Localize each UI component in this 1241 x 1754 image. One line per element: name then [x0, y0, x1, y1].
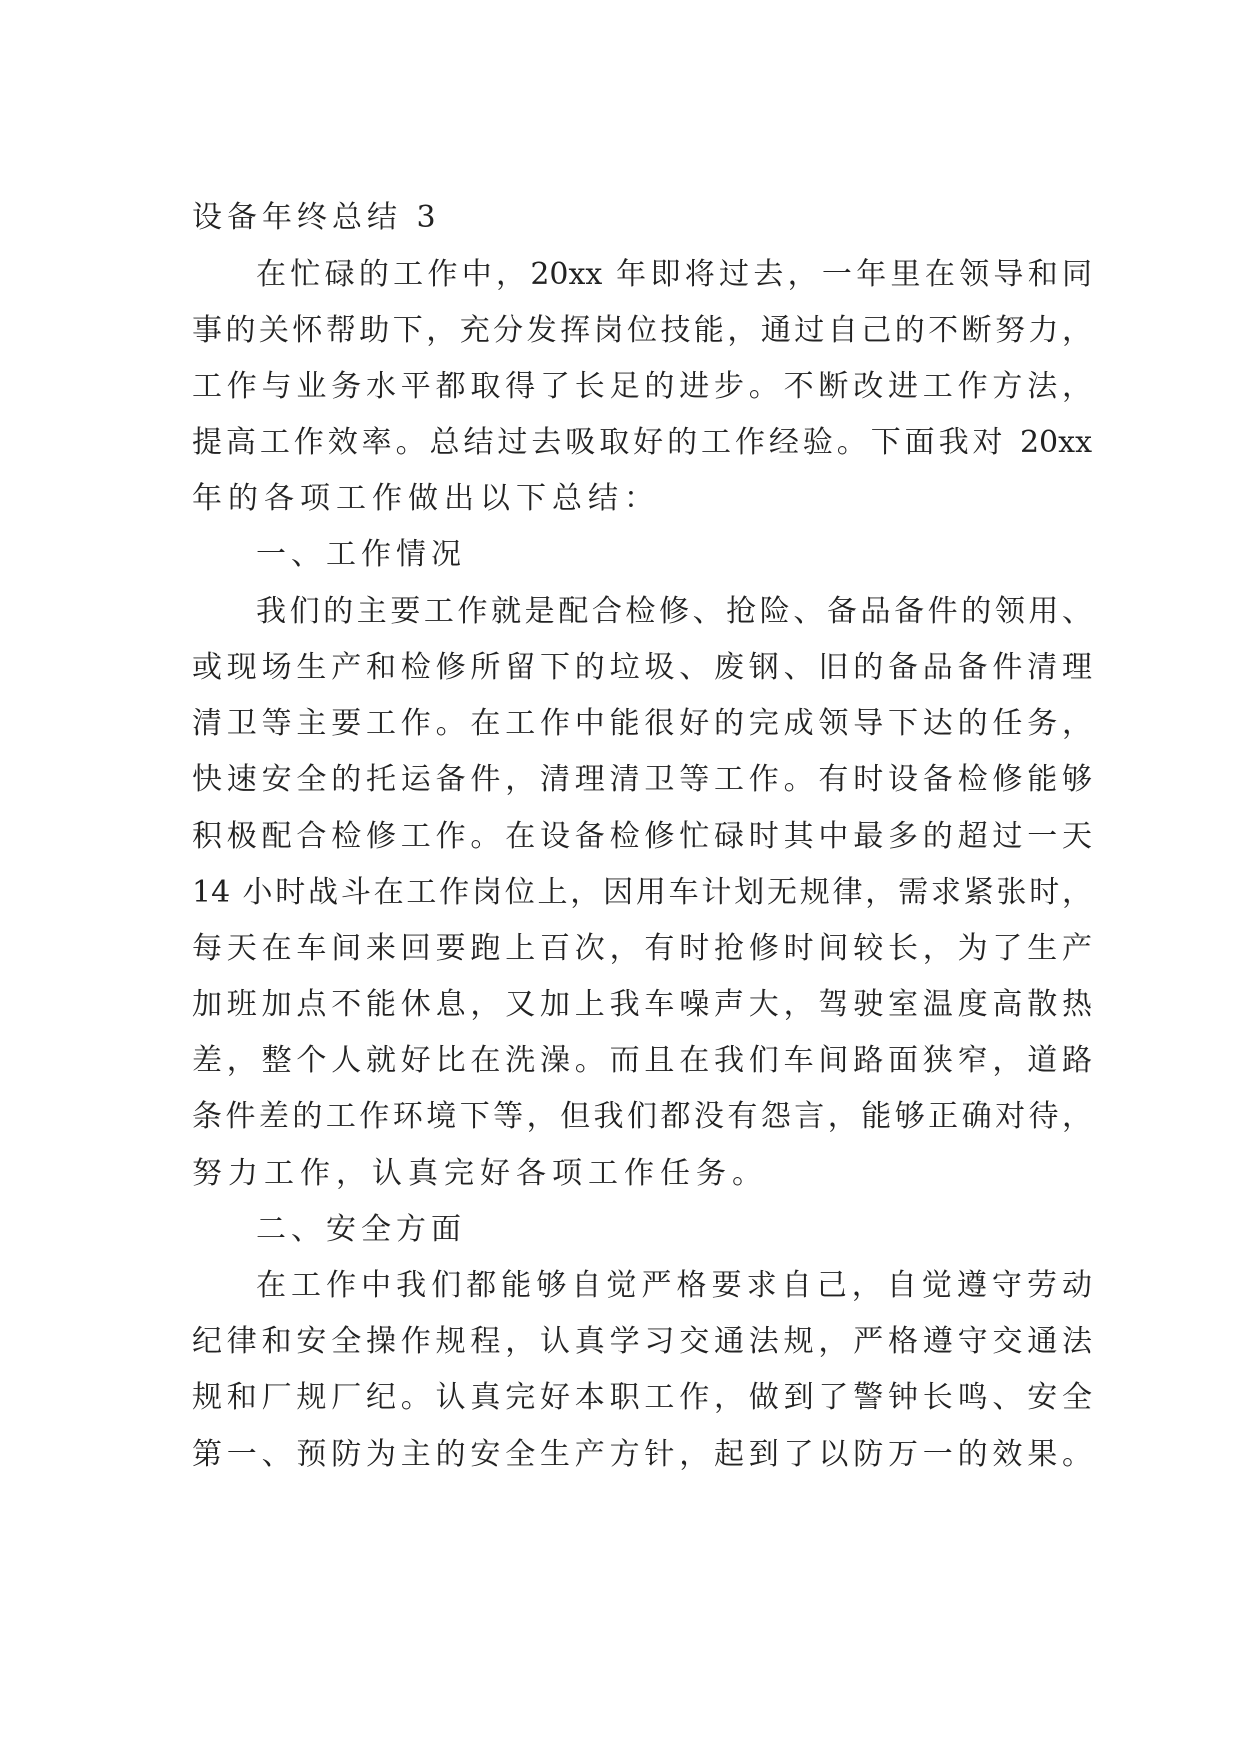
paragraph-line: 规和厂规厂纪。认真完好本职工作，做到了警钟长鸣、安全 [192, 1380, 1092, 1415]
section-heading: 二、安全方面 [256, 1212, 466, 1247]
paragraph-line: 或现场生产和检修所留下的垃圾、废钢、旧的备品备件清理 [192, 650, 1092, 685]
paragraph-line: 在工作中我们都能够自觉严格要求自己，自觉遵守劳动 [256, 1268, 1092, 1303]
section-heading: 一、工作情况 [256, 537, 466, 572]
paragraph-line: 14 小时战斗在工作岗位上，因用车计划无规律，需求紧张时， [192, 875, 1092, 910]
document-title: 设备年终总结 3 [192, 200, 441, 235]
paragraph-line: 提高工作效率。总结过去吸取好的工作经验。下面我对 20xx [192, 425, 1092, 460]
paragraph-line: 年的各项工作做出以下总结： [192, 481, 660, 516]
paragraph-line: 工作与业务水平都取得了长足的进步。不断改进工作方法， [192, 369, 1092, 404]
paragraph-line: 努力工作，认真完好各项工作任务。 [192, 1156, 768, 1191]
paragraph-line: 纪律和安全操作规程，认真学习交通法规，严格遵守交通法 [192, 1324, 1092, 1359]
paragraph-line: 加班加点不能休息，又加上我车噪声大，驾驶室温度高散热 [192, 987, 1092, 1022]
paragraph-line: 条件差的工作环境下等，但我们都没有怨言，能够正确对待， [192, 1099, 1092, 1134]
paragraph-line: 差，整个人就好比在洗澡。而且在我们车间路面狭窄，道路 [192, 1043, 1092, 1078]
paragraph-line: 在忙碌的工作中，20xx 年即将过去，一年里在领导和同 [256, 257, 1092, 292]
paragraph-line: 积极配合检修工作。在设备检修忙碌时其中最多的超过一天 [192, 819, 1092, 854]
paragraph-line: 我们的主要工作就是配合检修、抢险、备品备件的领用、 [256, 594, 1092, 629]
paragraph-line: 事的关怀帮助下，充分发挥岗位技能，通过自己的不断努力， [192, 313, 1092, 348]
paragraph-line: 快速安全的托运备件，清理清卫等工作。有时设备检修能够 [192, 762, 1092, 797]
paragraph-line: 清卫等主要工作。在工作中能很好的完成领导下达的任务， [192, 706, 1092, 741]
paragraph-line: 第一、预防为主的安全生产方针，起到了以防万一的效果。 [192, 1437, 1092, 1472]
paragraph-line: 每天在车间来回要跑上百次，有时抢修时间较长，为了生产 [192, 931, 1092, 966]
